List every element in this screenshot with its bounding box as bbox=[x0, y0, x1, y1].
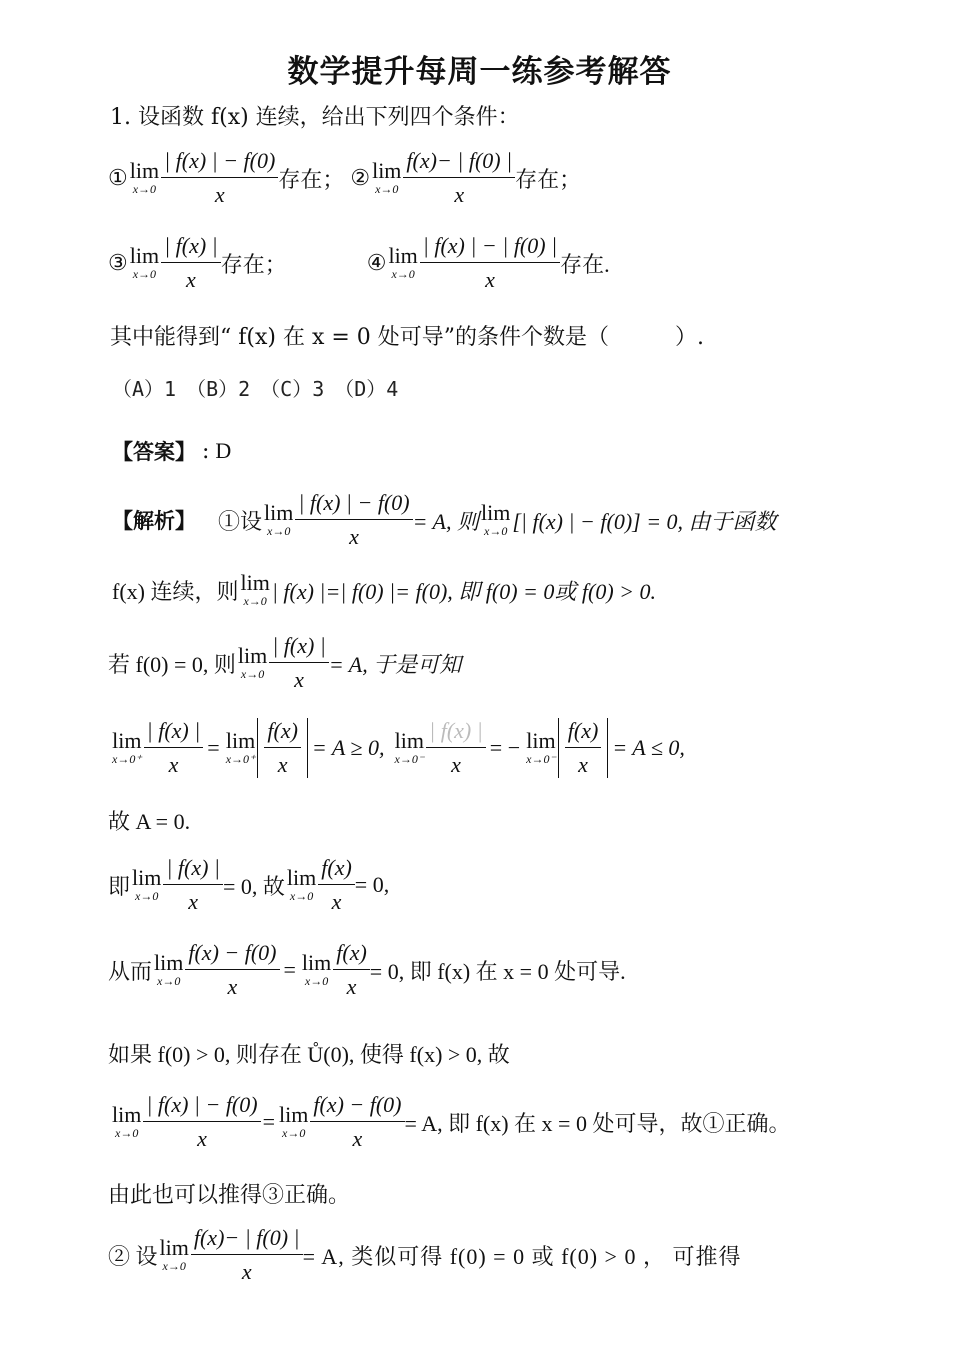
absolute-value: $\frac{f(x)}{x}$ bbox=[257, 718, 308, 778]
condition-2-exists: 存在； bbox=[515, 166, 582, 192]
fraction: $\frac{f(x)}{x}$ bbox=[333, 940, 370, 1000]
condition-row-1 bbox=[108, 148, 581, 208]
analysis-line-7 bbox=[108, 940, 626, 1000]
analysis-text: = bbox=[283, 957, 296, 982]
analysis-text: = A ≤ 0, bbox=[612, 735, 685, 760]
analysis-text: = 0, bbox=[354, 872, 390, 897]
analysis-label: 【解析】 bbox=[112, 509, 196, 533]
condition-1-exists: 存在； bbox=[278, 166, 345, 192]
limit-left: lim x→0⁻ bbox=[394, 728, 425, 766]
analysis-line-10: 由此也可以推得③正确。 bbox=[108, 1183, 351, 1208]
condition-4-mark: ④ bbox=[366, 250, 387, 275]
analysis-line-6 bbox=[108, 855, 389, 915]
fraction: $\frac{| f(x) |}{x}$ bbox=[426, 718, 486, 778]
fraction: $\frac{| f(x) | - f(0)}{x}$ bbox=[143, 1092, 260, 1152]
limit-right: lim x→0⁺ bbox=[225, 728, 256, 766]
condition-4-exists: 存在. bbox=[560, 251, 610, 277]
analysis-text: = bbox=[207, 735, 220, 760]
condition-3-fraction: $\frac{| f(x) |}{x}$ bbox=[161, 233, 221, 293]
analysis-text: [| f(x) | − f(0)] = 0, 由于函数 bbox=[512, 508, 777, 534]
limit: lim x→0 bbox=[154, 950, 184, 988]
page-title: 数学提升每周一练参考解答 bbox=[287, 54, 672, 90]
limit-2: lim x→0 bbox=[372, 158, 402, 196]
absolute-value: $\frac{f(x)}{x}$ bbox=[558, 718, 609, 778]
analysis-text: = A, 即 f(x) 在 x = 0 处可导，故①正确。 bbox=[404, 1110, 791, 1136]
analysis-text: 若 f(0) = 0, 则 bbox=[108, 651, 236, 677]
condition-3-exists: 存在； bbox=[220, 251, 287, 277]
limit: lim x→0 bbox=[237, 643, 268, 681]
analysis-text: ② 设 bbox=[108, 1243, 158, 1269]
analysis-text: ①设 bbox=[218, 508, 263, 534]
answer-line bbox=[112, 436, 231, 466]
limit-left: lim x→0⁻ bbox=[526, 728, 556, 766]
condition-1-mark: ① bbox=[108, 165, 128, 190]
fraction: $\frac{| f(x) |}{x}$ bbox=[163, 855, 223, 915]
limit-1: lim x→0 bbox=[129, 158, 160, 196]
analysis-line-8: 如果 f(0) > 0, 则存在 Ů(0), 使得 f(x) > 0, 故 bbox=[108, 1042, 510, 1067]
limit: lim x→0 bbox=[112, 1102, 142, 1140]
answer-label: 【答案】 bbox=[112, 440, 196, 464]
limit: lim x→0 bbox=[286, 865, 317, 903]
limit: lim x→0 bbox=[301, 950, 332, 988]
analysis-text: f(x) 连续，则 bbox=[112, 578, 239, 604]
analysis-text: = A ≥ 0, bbox=[311, 735, 385, 760]
limit: lim x→0 bbox=[159, 1235, 189, 1273]
analysis-line-9 bbox=[110, 1092, 790, 1152]
question-prompt: 其中能得到“ f(x) 在 x = 0 处可导”的条件个数是（ ）. bbox=[110, 325, 705, 350]
fraction: $\frac{f(x)}{x}$ bbox=[318, 855, 355, 915]
analysis-line-4 bbox=[110, 718, 685, 778]
analysis-line-1 bbox=[112, 490, 777, 550]
analysis-text: = A, 于是可知 bbox=[328, 651, 462, 677]
condition-row-2 bbox=[108, 233, 610, 293]
analysis-text: 即 bbox=[108, 873, 131, 899]
analysis-text: 从而 bbox=[108, 958, 153, 984]
limit: lim x→0 bbox=[481, 500, 511, 538]
limit-3: lim x→0 bbox=[129, 243, 160, 281]
answer-options: （A）1 （B）2 （C）3 （D）4 bbox=[112, 377, 399, 401]
question-intro: 1. 设函数 f(x) 连续，给出下列四个条件： bbox=[110, 105, 520, 130]
condition-2-mark: ② bbox=[350, 165, 371, 190]
fraction: $\frac{| f(x) |}{x}$ bbox=[144, 718, 204, 778]
fraction: $\frac{f(x) - f(0)}{x}$ bbox=[310, 1092, 404, 1152]
analysis-text: = bbox=[262, 1109, 276, 1134]
condition-1-fraction: $\frac{| f(x) | - f(0)}{x}$ bbox=[161, 148, 278, 208]
limit: lim x→0 bbox=[132, 865, 162, 903]
condition-3-mark: ③ bbox=[108, 250, 128, 275]
analysis-text: = − bbox=[489, 735, 521, 760]
answer-separator: : bbox=[202, 438, 210, 464]
condition-2-fraction: $\frac{f(x)- | f(0) |}{x}$ bbox=[403, 148, 515, 208]
condition-4-fraction: $\frac{| f(x) | - | f(0) |}{x}$ bbox=[420, 233, 560, 293]
analysis-text: = 0, 故 bbox=[222, 873, 285, 899]
analysis-text: = A, 类似可得 f(0) = 0 或 f(0) > 0 ， 可推得 bbox=[302, 1243, 742, 1269]
limit: lim x→0 bbox=[279, 1102, 309, 1140]
analysis-line-2 bbox=[112, 572, 656, 608]
analysis-text: | f(x) |=| f(0) |= f(0), 即 f(0) = 0或 f(0) > 0. bbox=[271, 578, 656, 604]
limit: lim x→0 bbox=[240, 570, 270, 608]
analysis-text: = A, 则 bbox=[412, 508, 479, 534]
analysis-line-11 bbox=[108, 1225, 741, 1285]
analysis-text: = 0, 即 f(x) 在 x = 0 处可导. bbox=[369, 958, 626, 984]
fraction: $\frac{f(x)- | f(0) |}{x}$ bbox=[191, 1225, 303, 1285]
fraction: $\frac{| f(x) |}{x}$ bbox=[269, 633, 329, 693]
limit-right: lim x→0⁺ bbox=[112, 728, 142, 766]
analysis-line-3 bbox=[108, 633, 461, 693]
fraction: $\frac{f(x) - f(0)}{x}$ bbox=[185, 940, 279, 1000]
limit: lim x→0 bbox=[264, 500, 294, 538]
fraction: $\frac{| f(x) | - f(0)}{x}$ bbox=[295, 490, 412, 550]
answer-value: D bbox=[215, 438, 232, 463]
limit-4: lim x→0 bbox=[388, 243, 418, 281]
analysis-line-5: 故 A = 0. bbox=[108, 809, 191, 834]
